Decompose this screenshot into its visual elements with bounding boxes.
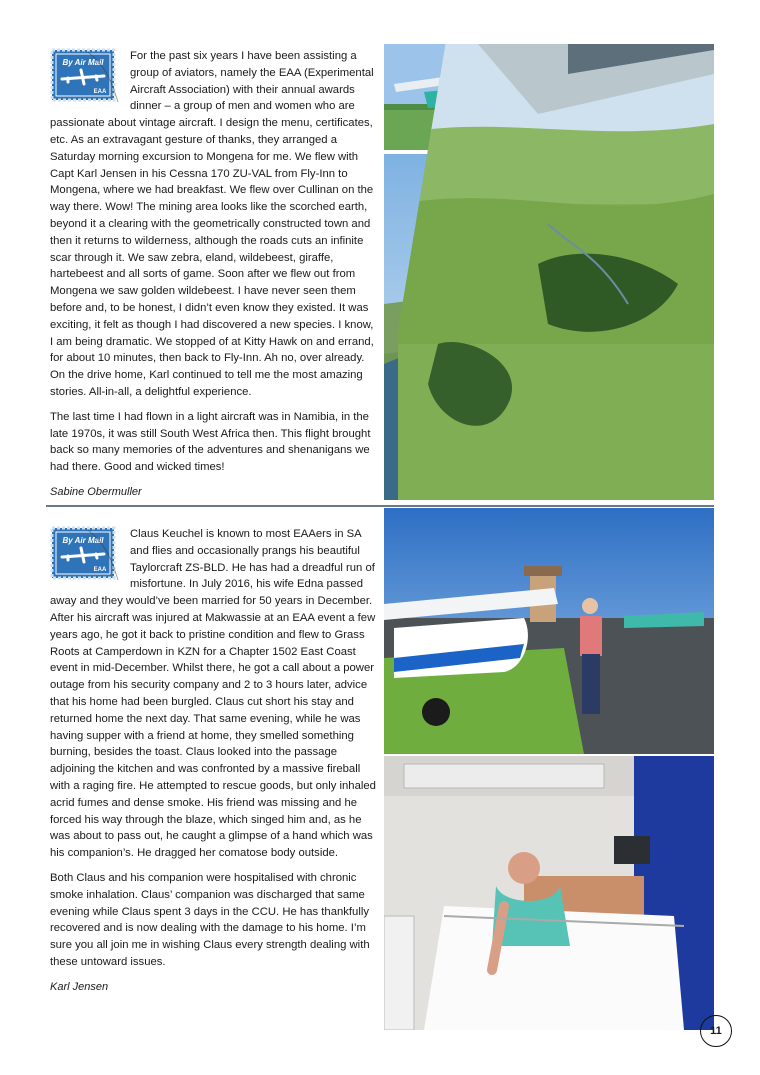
air-mail-stamp-icon <box>48 46 124 106</box>
svg-text:By Air Mail: By Air Mail <box>62 58 104 67</box>
article-mongena-flight <box>46 44 714 500</box>
article-text <box>50 526 376 1004</box>
svg-text:By Air Mail: By Air Mail <box>62 536 104 545</box>
author-signature: Karl Jensen <box>50 980 109 993</box>
article-claus-keuchel <box>46 508 714 1030</box>
green-hills-aerial-photo <box>398 44 714 500</box>
hospital-bed-photo <box>384 756 714 1030</box>
article-paragraph: By Air Mail EAA Claus Keuchel is known to most EAAers in SA and flies and occasionally prangs his beautiful Taylorcraft ZS-BLD. He has had a dreadful run of misfortune. In July 2016, his wife Edna passed away and they would’ve been married for 50 years in December. After his aircraft was injured at Makwassie at an EAA event a few years ago, he got it back to pristine condition and flew to Grass Roots at Camperdown in KZN for a Chapter 1502 East Coast event in mid-December. Whilst there, he got a call about a power outage from his security company and 2 to 3 hours later, advice that his home had been burgled. Claus cut short his stay and returned home the next day. That same evening, while he was having supper with a friend at home, they smelled something burning, besides the toast. Claus looked into the passage adjoining the kitchen and was confronted by a massive fireball with a raging fire. He attempted to rescue goods, but only inhaled acrid fumes and dense smoke. His friend was missing and he forced his way through the blaze, which singed him and, as he was about to pass out, he caught a glimpse of a hand which was his companion’s. He dragged her comatose body outside. <box>50 526 376 862</box>
man-with-taylorcraft-photo <box>384 508 714 754</box>
svg-text:EAA: EAA <box>93 89 107 95</box>
page-number: 11 <box>700 1015 732 1047</box>
article-paragraph: The last time I had flown in a light aircraft was in Namibia, in the late 1970s, it was still South West Africa then. This flight brought back so many memories of the adventures and shenanigans we had there. Good and wicked times! <box>50 410 371 474</box>
svg-text:EAA: EAA <box>93 567 107 573</box>
article-paragraph: By Air Mail EAA For the past six years I have been assisting a group of aviators, namely the EAA (Experimental Aircraft Association) with their annual awards dinner – a group of men and women who are passionate about vintage aircraft. I design the menu, certificates, etc. As an extravagant gesture of thanks, they arranged a Saturday morning excursion to Mongena for me. We flew with Capt Karl Jensen in his Cessna 170 ZU-VAL from Fly-Inn to Mongena, where we had breakfast. We flew over Cullinan on the way there. Wow! The mining area looks like the scorched earth, beyond it a clearing with the geometrically constructed town and then it returns to wilderness, although the roads cuts an infinite scar through it. We saw zebra, eland, wildebeest, giraffe, hartebeest and all sorts of game. Soon after we flew out from Mongena we saw golden wildebeest. I have never seen them before and, to be honest, I didn’t even know they existed. It was exciting, it felt as though I had discovered a new species. I know, I am being dramatic. We stopped of at Kitty Hawk on and errand, for about 10 minutes, then back to Fly-Inn. Ah no, over already. On the drive home, Karl continued to tell me the most amazing stories. All-in-all, a delightful experience. <box>50 48 376 401</box>
article-text <box>50 48 376 509</box>
author-signature: Sabine Obermuller <box>50 485 142 498</box>
air-mail-stamp-icon <box>48 524 124 584</box>
article-paragraph: Both Claus and his companion were hospitalised with chronic smoke inhalation. Claus’ companion was discharged that same evening while Claus spent 3 days in the CCU. He has thankfully recovered and is now dealing with the damage to his home. I’m sure you all join me in wishing Claus every strength dealing with these untoward issues. <box>50 871 370 968</box>
section-divider <box>46 505 714 507</box>
